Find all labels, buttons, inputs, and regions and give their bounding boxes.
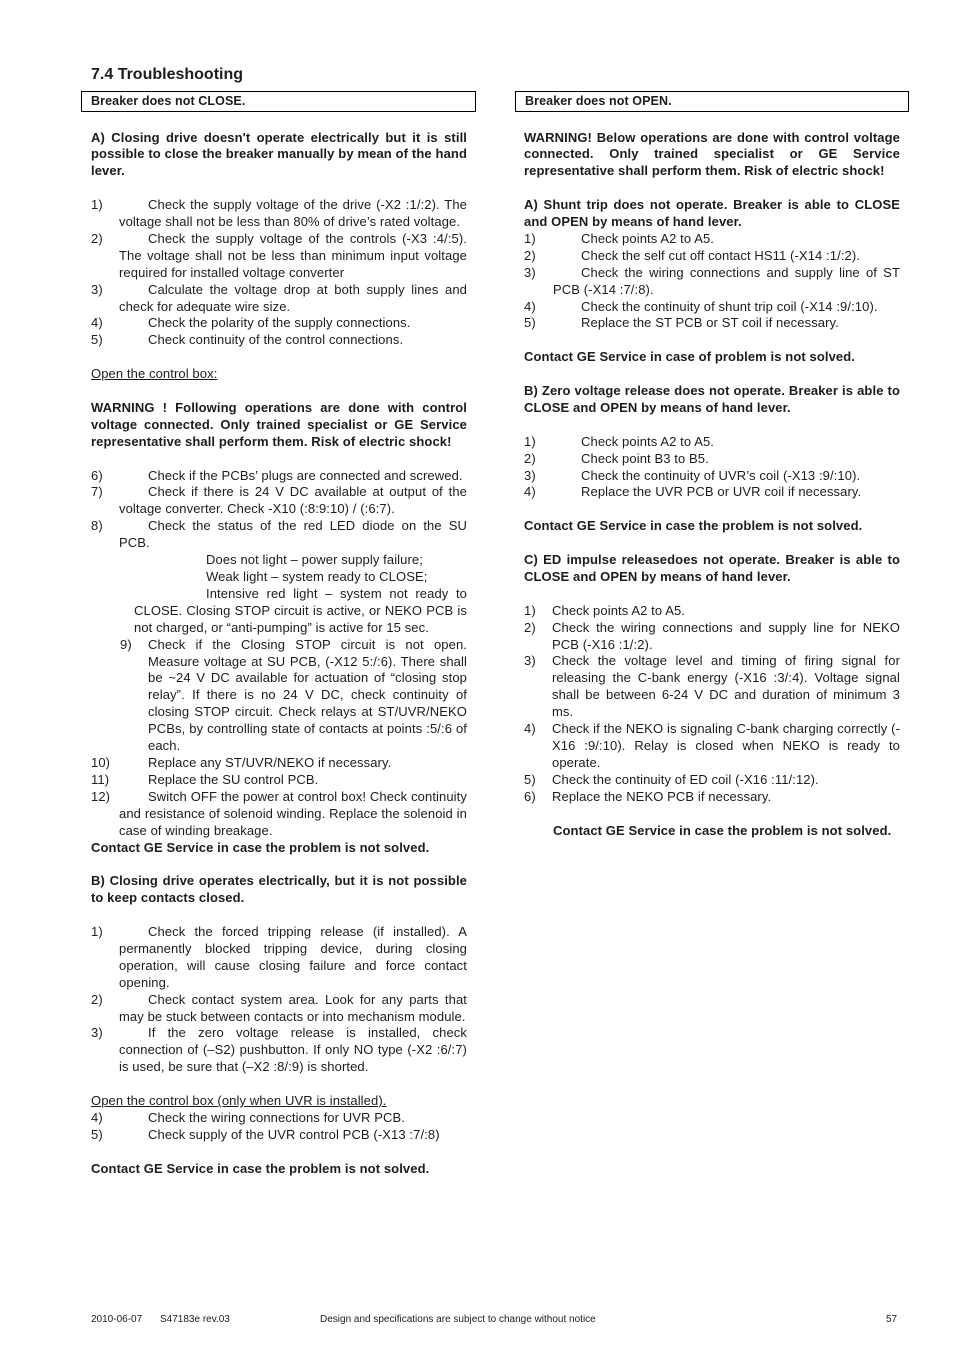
step-number: 10) [91,754,111,770]
step-text: Check the voltage level and timing of firing signal for releasing the C-bank energy (-X16 :3/:4). Voltage signal shall be between 6-24 V DC and duration of minimum 3 ms. [552,653,900,720]
step-item [524,620,900,654]
step-item [524,451,900,468]
open-a-heading: A) Shunt trip does not operate. Breaker is able to CLOSE and OPEN by means of hand lever. [524,197,900,230]
close-uvr-steps [91,1110,467,1144]
step-item [91,637,467,755]
step-number: 1) [524,230,536,246]
section-title: 7.4 Troubleshooting [91,66,244,83]
step-text: Replace the NEKO PCB if necessary. [552,788,772,804]
step-item [91,484,467,518]
step-text: Check the supply voltage of the drive (-X2 :1/:2). The voltage shall not be less than 80% of drive’s rated voltage. [119,197,467,230]
step-text: Check if the PCBs’ plugs are connected and screwed. [148,467,463,483]
step-text: Check the forced tripping release (if installed). A permanently blocked tripping device, during closing operation, will cause closing failure and force contact opening. [119,924,467,990]
step-text: Check the wiring connections for UVR PCB. [148,1109,405,1125]
step-item [91,468,467,485]
step-number: 8) [91,518,103,534]
open-b-steps [524,434,900,502]
step-number: 1) [524,433,536,449]
step-item [91,924,467,992]
open-content [515,130,909,840]
step-number: 5) [91,1126,103,1142]
contact-service-note: Contact GE Service in case the problem is not solved. [524,518,863,534]
step-item [524,484,900,501]
step-text: Check the continuity of shunt trip coil (-X14 :9/:10). [581,298,878,314]
step-text: Check the continuity of UVR’s coil (-X13 :9/:10). [581,467,861,483]
close-warning: WARNING ! Following operations are done with control voltage connected. Only trained specialist or GE Service representative shall perform them. Risk of electric shock! [91,399,467,449]
step-item [91,1025,467,1076]
step-text: Check points A2 to A5. [581,433,715,449]
step-number: 1) [91,924,103,939]
step-item [91,231,467,282]
step-text: Check continuity of the control connections. [148,332,404,348]
step-item [524,299,900,316]
step-text: Replace the SU control PCB. [148,771,319,787]
step-text: Check points A2 to A5. [552,602,686,618]
led-state: Weak light – system ready to CLOSE; [206,569,428,584]
step-item [91,755,467,772]
step-number: 11) [91,771,110,787]
step-text: If the zero voltage release is installed, check connection of (–S2) pushbutton. If only NO type (-X2 :6/:7) is used, be sure that (–X2 :8/:9) is shorted. [119,1025,467,1075]
step-text: Replace any ST/UVR/NEKO if necessary. [148,754,392,770]
step-text: Switch OFF the power at control box! Check continuity and resistance of solenoid winding. Replace the solenoid in case of winding breakage. [119,788,467,838]
step-text: Check point B3 to B5. [581,450,709,466]
step-item [91,992,467,1026]
open-control-box-note: Open the control box: [91,366,218,382]
footer-date: 2010-06-07 [91,1314,143,1325]
step-number: 7) [91,484,103,500]
step-text: Check points A2 to A5. [581,230,715,246]
contact-service-note: Contact GE Service in case the problem is not solved. [553,822,892,838]
close-content [81,130,476,1178]
close-box-steps [91,468,467,857]
step-number: 9) [120,636,132,652]
step-item [524,315,900,332]
close-b-heading: B) Closing drive operates electrically, but it is not possible to keep contacts closed. [91,873,467,906]
step-item [524,653,900,721]
uvr-control-box-note: Open the control box (only when UVR is installed). [91,1093,387,1109]
step-item [524,603,900,620]
open-warning: WARNING! Below operations are done with control voltage connected. Only trained specialist or GE Service representative shall perform them. Risk of electric shock! [524,129,900,179]
step-item [91,518,467,552]
step-number: 2) [91,230,103,246]
step-item [91,772,467,789]
step-text: Check the polarity of the supply connections. [148,315,411,331]
step-text: Check the wiring connections and supply line for NEKO PCB (-X16 :1/:2). [552,619,900,652]
step-number: 4) [524,721,536,737]
step-item [91,1127,467,1144]
step-number: 3) [91,1025,103,1041]
step-number: 4) [524,484,536,500]
step-text: Check the continuity of ED coil (-X16 :11/:12). [552,771,819,787]
page-number: 57 [886,1314,898,1325]
led-state: Intensive red light – system not ready to CLOSE. Closing STOP circuit is active, or NEKO PCB is not charged, or “anti-pumping” is active for 15 sec. [134,585,467,635]
step-number: 5) [91,332,103,348]
open-c-steps [524,603,900,806]
footer-disclaimer: Design and specifications are subject to change without notice [320,1314,596,1325]
step-number: 3) [524,653,536,669]
step-number: 2) [91,991,103,1007]
step-number: 1) [91,197,103,213]
step-item [524,434,900,451]
step-number: 2) [524,619,536,635]
step-text: Check the supply voltage of the controls (-X3 :4/:5). The voltage shall not be less than minimum input voltage required for installed voltage converter [119,230,467,280]
step-number: 6) [91,467,103,483]
contact-service-note: Contact GE Service in case the problem is not solved. [91,839,430,855]
step-number: 3) [524,264,536,280]
step-number: 5) [524,771,536,787]
step-text: Replace the UVR PCB or UVR coil if necessary. [581,484,862,500]
step-number: 4) [91,315,103,331]
step-number: 4) [524,298,536,314]
step-number: 4) [91,1109,103,1125]
open-section-header: Breaker does not OPEN. [515,91,909,112]
step-number: 5) [524,315,536,331]
open-a-steps [524,231,900,332]
step-item [524,248,900,265]
step-number: 2) [524,247,536,263]
step-item [524,468,900,485]
open-column [515,91,909,839]
close-a-steps [91,197,467,349]
close-a-heading: A) Closing drive doesn't operate electrically but it is still possible to close the breaker manually by mean of the hand lever. [91,129,467,179]
step-number: 2) [524,450,536,466]
step-text: Check supply of the UVR control PCB (-X13 :7/:8) [148,1126,440,1142]
step-number: 6) [524,788,536,804]
step-text: Check if the NEKO is signaling C-bank charging correctly (-X16 :9/:10). Relay is closed when NEKO is ready to operate. [552,721,900,770]
step-text: Check the self cut off contact HS11 (-X14 :1/:2). [581,247,860,263]
step-item [524,721,900,772]
step-item [524,231,900,248]
led-state: Does not light – power supply failure; [206,552,423,568]
step-text: Check if there is 24 V DC available at output of the voltage converter. Check -X10 (:8:9:10) / (:6:7). [119,484,467,517]
close-column [81,91,476,1178]
step-text: Replace the ST PCB or ST coil if necessary. [581,315,839,331]
open-c-heading: C) ED impulse releasedoes not operate. Breaker is able to CLOSE and OPEN by means of hand lever. [524,552,900,584]
close-b-steps [91,924,467,1076]
footer-doc-ref: S47183e rev.03 [160,1314,230,1325]
step-item [91,197,467,231]
step-item [91,332,467,349]
step-number: 12) [91,788,111,804]
step-text: Check the wiring connections and supply line of ST PCB (-X14 :7/:8). [553,264,900,297]
step-number: 3) [524,467,536,483]
step-item [91,1110,467,1127]
step-item [91,789,467,840]
step-text: Calculate the voltage drop at both supply lines and check for adequate wire size. [119,281,467,314]
contact-service-note: Contact GE Service in case of problem is not solved. [524,349,856,365]
open-b-heading: B) Zero voltage release does not operate. Breaker is able to CLOSE and OPEN by means of hand lever. [524,383,900,415]
step-text: Check if the Closing STOP circuit is not open. Measure voltage at SU PCB, (-X12 5:/:6). There shall be ~24 V DC available for actuation of “closing stop relay”. If there is no 24 V DC, check continuity of closing STOP circuit. Check relays at ST/UVR/NEKO PCBs, by controlling state of contacts at points :5/:6 of each. [148,636,467,754]
step-item [91,315,467,332]
contact-service-note: Contact GE Service in case the problem is not solved. [91,1160,430,1176]
step-item [91,282,467,316]
step-number: 3) [91,281,103,297]
step-text: Check the status of the red LED diode on the SU PCB. [119,518,467,551]
step-text: Check contact system area. Look for any parts that may be stuck between contacts or into mechanism module. [119,991,467,1024]
step-item [524,265,900,299]
step-item [524,772,900,789]
close-section-header: Breaker does not CLOSE. [81,91,476,112]
step-number: 1) [524,602,536,618]
step-item [524,789,900,806]
